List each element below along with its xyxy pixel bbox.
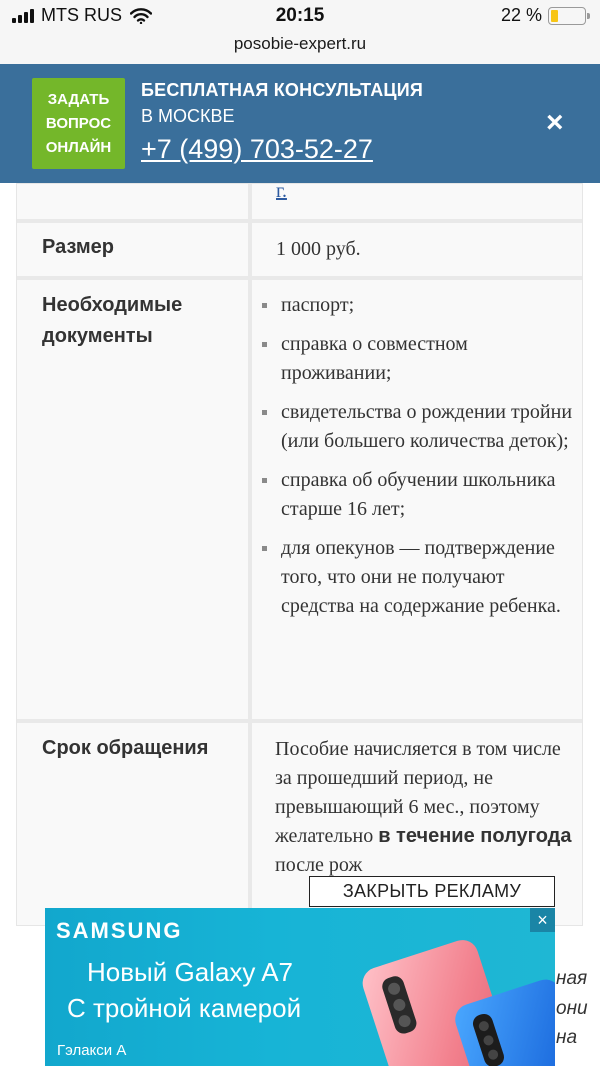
size-value: 1 000 руб.: [276, 238, 361, 260]
column-divider: [248, 184, 252, 925]
documents-list: [258, 291, 578, 631]
consultation-banner: [0, 64, 600, 183]
row-divider: [17, 219, 582, 223]
list-item: [258, 534, 578, 621]
list-item-text: справка о совместном проживании;: [281, 333, 468, 384]
battery-percent: 22 %: [500, 5, 542, 25]
bullet-icon: [262, 478, 267, 483]
consult-title: БЕСПЛАТНАЯ КОНСУЛЬТАЦИЯ: [141, 80, 424, 100]
list-item: [258, 291, 578, 320]
term-text: [275, 735, 575, 880]
documents-label-line: документы: [42, 325, 153, 347]
size-label: Размер: [42, 236, 115, 258]
term-text-bold: в течение полугода: [378, 825, 572, 847]
consult-phone-link[interactable]: +7 (499) 703-52-27: [141, 134, 373, 164]
clock: 20:15: [275, 5, 325, 26]
ad-brand-logo: SAMSUNG: [56, 918, 183, 943]
close-ad-button[interactable]: ЗАКРЫТЬ РЕКЛАМУ: [309, 876, 555, 907]
top-row-link[interactable]: г.: [276, 180, 287, 202]
status-right: [501, 5, 586, 26]
consult-city: В МОСКВЕ: [141, 106, 235, 126]
url-text: posobie-expert.ru: [233, 34, 367, 53]
term-label: Срок обращения: [42, 737, 209, 759]
ask-button-line: ОНЛАЙН: [45, 139, 112, 156]
ask-button-line: ВОПРОС: [45, 115, 112, 132]
samsung-ad-banner[interactable]: [45, 908, 555, 1066]
ask-button-line: ЗАДАТЬ: [47, 91, 110, 108]
ask-question-button[interactable]: [32, 78, 125, 169]
list-item-text: для опекунов — подтверждение того, что они не получают средства на содержание ребенка.: [281, 537, 561, 617]
row-divider: [17, 719, 582, 723]
documents-label: [42, 290, 182, 352]
bullet-icon: [262, 410, 267, 415]
battery-fill: [551, 10, 558, 22]
bullet-icon: [262, 342, 267, 347]
close-icon[interactable]: ×: [546, 106, 564, 139]
list-item-text: справка об обучении школьника старше 16 лет;: [281, 469, 556, 520]
battery-icon: [548, 7, 586, 25]
term-text-before: Пособие начисляется в том числе за прошедший период, не превышающий 6 мес., поэтому желательно: [275, 738, 561, 847]
list-item: [258, 398, 578, 456]
term-text-after: после рож: [275, 854, 363, 876]
status-bar: [0, 0, 600, 34]
ad-subheadline: С тройной камерой: [67, 993, 302, 1023]
url-bar[interactable]: [0, 34, 600, 64]
row-divider: [17, 276, 582, 280]
list-item: [258, 466, 578, 524]
list-item: [258, 330, 578, 388]
background-text: ная: [556, 968, 588, 989]
background-text: они: [556, 998, 588, 1019]
benefit-table: [16, 180, 583, 926]
phones-image: [341, 922, 555, 1066]
background-text: на: [556, 1027, 578, 1048]
ad-close-icon[interactable]: ×: [530, 908, 555, 932]
ad-footer: Гэлакси А: [57, 1042, 127, 1059]
documents-label-line: Необходимые: [42, 294, 183, 316]
carrier-name: MTS RUS: [41, 5, 122, 25]
bullet-icon: [262, 546, 267, 551]
ad-headline: Новый Galaxy A7: [87, 957, 293, 987]
bullet-icon: [262, 303, 267, 308]
list-item-text: паспорт;: [281, 294, 355, 316]
list-item-text: свидетельства о рождении тройни (или большего количества деток);: [281, 401, 573, 452]
